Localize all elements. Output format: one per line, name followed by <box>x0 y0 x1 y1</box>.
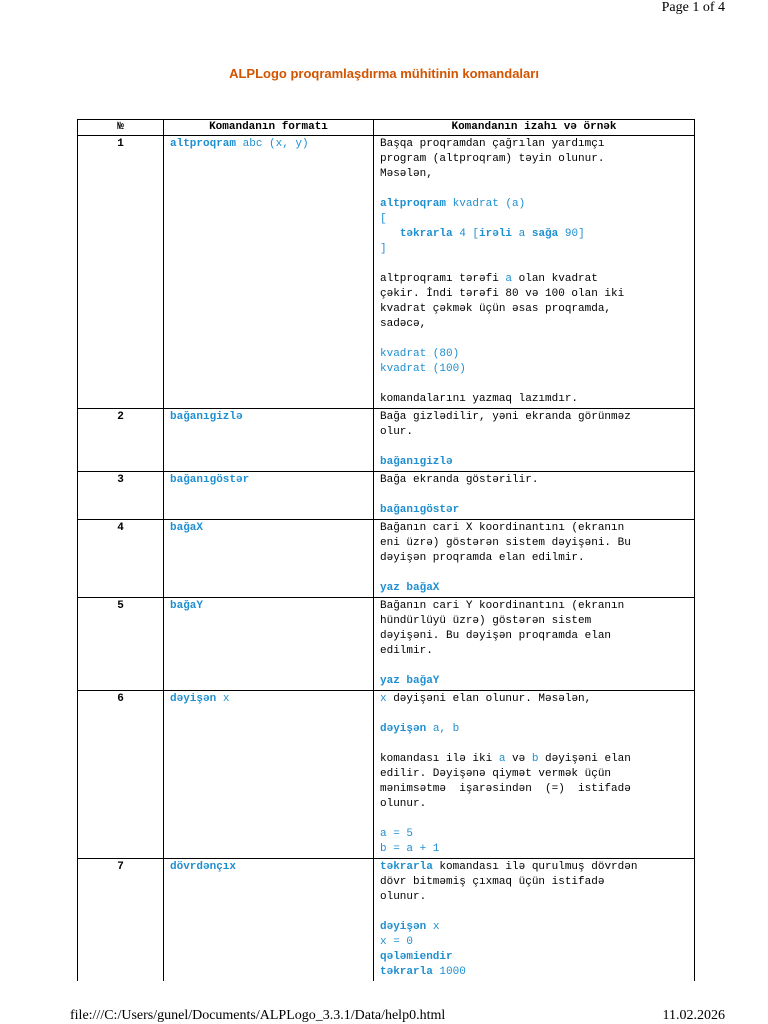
description-line <box>380 707 688 722</box>
command-description <box>374 598 695 691</box>
code-keyword: qələmiendir <box>380 951 453 963</box>
code-value: x <box>426 921 440 933</box>
description-text: komandalarını yazmaq lazımdır. <box>380 393 579 405</box>
row-number: 5 <box>78 598 164 691</box>
command-keyword: dövrdənçıx <box>170 861 237 873</box>
description-text: komandası ilə qurulmuş dövrdən <box>432 861 638 873</box>
commands-table <box>77 119 695 981</box>
code-keyword: altproqram <box>380 198 447 210</box>
description-line <box>380 935 688 950</box>
code-value: a <box>505 273 513 285</box>
description-text: çəkir. İndi tərəfi 80 və 100 olan iki <box>380 288 625 300</box>
header-number: № <box>78 120 164 136</box>
description-text: Bağa gizlədilir, yəni ekranda görünməz <box>380 411 631 423</box>
description-text: altproqramı tərəfi <box>380 273 506 285</box>
description-line <box>380 197 688 212</box>
command-arguments: x <box>216 693 230 705</box>
description-text: dəyişən proqramda elan edilmir. <box>380 552 585 564</box>
code-value: a <box>512 228 532 240</box>
command-description <box>374 472 695 520</box>
row-number: 6 <box>78 691 164 859</box>
command-format <box>164 520 374 598</box>
description-text: olunur. <box>380 891 427 903</box>
command-keyword: altproqram <box>170 138 237 150</box>
row-number: 2 <box>78 409 164 472</box>
description-text: mənimsətmə işarəsindən (=) istifadə <box>380 783 631 795</box>
table-header-row <box>78 120 695 136</box>
row-number: 7 <box>78 859 164 982</box>
description-line <box>380 566 688 581</box>
description-text: Bağanın cari X koordinantını (ekranın <box>380 522 625 534</box>
description-text: kvadrat çəkmək üçün əsas proqramda, <box>380 303 612 315</box>
description-line <box>380 488 688 503</box>
description-line <box>380 950 688 965</box>
description-text: edilir. Dəyişənə qiymət vermək üçün <box>380 768 612 780</box>
code-keyword: bağanıgizlə <box>380 456 453 468</box>
description-line <box>380 473 688 488</box>
code-keyword: sağa <box>531 228 559 240</box>
description-line <box>380 737 688 752</box>
command-keyword: bağaX <box>170 522 204 534</box>
description-line <box>380 521 688 536</box>
code-value: 1000 <box>432 966 466 978</box>
description-text: olur. <box>380 426 414 438</box>
row-number: 1 <box>78 136 164 409</box>
description-text: Bağa ekranda göstərilir. <box>380 474 539 486</box>
description-line <box>380 257 688 272</box>
table-body <box>78 136 695 982</box>
description-line <box>380 503 688 518</box>
code-value: x <box>380 693 387 705</box>
code-keyword: təkrarla <box>380 966 433 978</box>
description-line <box>380 722 688 737</box>
description-text: və <box>505 753 532 765</box>
command-description <box>374 409 695 472</box>
description-line <box>380 797 688 812</box>
description-line <box>380 272 688 287</box>
file-path: file:///C:/Users/gunel/Documents/ALPLogo_3.3.1/Data/help0.html <box>70 1008 446 1023</box>
command-description <box>374 136 695 409</box>
command-format <box>164 859 374 982</box>
description-text: dəyişəni elan olunur. Məsələn, <box>386 693 592 705</box>
table-row <box>78 520 695 598</box>
print-date: 11.02.2026 <box>662 1008 725 1023</box>
code-keyword: dəyişən <box>380 723 427 735</box>
description-line <box>380 659 688 674</box>
code-value: 90] <box>558 228 585 240</box>
description-text: Başqa proqramdan çağrılan yardımçı <box>380 138 605 150</box>
description-line <box>380 767 688 782</box>
command-description <box>374 691 695 859</box>
description-line <box>380 536 688 551</box>
table-row <box>78 859 695 982</box>
header-format: Komandanın formatı <box>164 120 374 136</box>
description-text: komandası ilə iki <box>380 753 499 765</box>
description-line <box>380 614 688 629</box>
table-row <box>78 472 695 520</box>
code-value: kvadrat (100) <box>380 363 466 375</box>
description-line <box>380 227 688 242</box>
header-description: Komandanın izahı və örnək <box>374 120 695 136</box>
page-title: ALPLogo proqramlaşdırma mühitinin komandaları <box>229 66 539 81</box>
description-line <box>380 377 688 392</box>
code-value: 4 [ <box>452 228 480 240</box>
code-value: a, b <box>426 723 460 735</box>
description-line <box>380 629 688 644</box>
code-keyword: təkrarla <box>399 228 453 240</box>
page-number: Page 1 of 4 <box>661 0 725 15</box>
description-text <box>380 228 400 240</box>
code-keyword: yaz bağaY <box>380 675 440 687</box>
table-row <box>78 136 695 409</box>
description-line <box>380 965 688 980</box>
description-line <box>380 425 688 440</box>
row-number: 3 <box>78 472 164 520</box>
description-line <box>380 287 688 302</box>
command-format <box>164 691 374 859</box>
description-text: Bağanın cari Y koordinantını (ekranın <box>380 600 625 612</box>
code-value: b <box>531 753 539 765</box>
description-line <box>380 347 688 362</box>
description-text: program (altproqram) təyin olunur. <box>380 153 605 165</box>
description-text: edilmir. <box>380 645 433 657</box>
code-keyword: dəyişən <box>380 921 427 933</box>
command-description <box>374 520 695 598</box>
command-format <box>164 598 374 691</box>
description-line <box>380 167 688 182</box>
code-keyword: yaz bağaX <box>380 582 440 594</box>
command-keyword: bağaY <box>170 600 204 612</box>
command-keyword: dəyişən <box>170 693 217 705</box>
description-line <box>380 362 688 377</box>
code-keyword: bağanıgöstər <box>380 504 460 516</box>
description-line <box>380 905 688 920</box>
command-format <box>164 472 374 520</box>
table-row <box>78 691 695 859</box>
description-text: dövr bitməmiş çıxmaq üçün istifadə <box>380 876 605 888</box>
description-line <box>380 410 688 425</box>
code-value: a = 5 <box>380 828 414 840</box>
description-line <box>380 752 688 767</box>
description-line <box>380 920 688 935</box>
description-line <box>380 875 688 890</box>
description-text: olan kvadrat <box>512 273 598 285</box>
description-line <box>380 692 688 707</box>
code-value: [ <box>380 213 387 225</box>
description-line <box>380 860 688 875</box>
description-text: eni üzrə) göstərən sistem dəyişəni. Bu <box>380 537 631 549</box>
description-line <box>380 440 688 455</box>
description-line <box>380 842 688 857</box>
description-line <box>380 332 688 347</box>
command-description <box>374 859 695 982</box>
description-text: olunur. <box>380 798 427 810</box>
description-line <box>380 317 688 332</box>
command-arguments: abc (x, y) <box>236 138 309 150</box>
description-line <box>380 782 688 797</box>
command-keyword: bağanıgizlə <box>170 411 243 423</box>
description-line <box>380 212 688 227</box>
code-value: b = a + 1 <box>380 843 440 855</box>
command-keyword: bağanıgöstər <box>170 474 250 486</box>
description-text: sadəcə, <box>380 318 427 330</box>
description-line <box>380 455 688 470</box>
command-format <box>164 136 374 409</box>
code-value: a <box>498 753 506 765</box>
table-row <box>78 598 695 691</box>
command-format <box>164 409 374 472</box>
description-line <box>380 182 688 197</box>
code-value: kvadrat (a) <box>446 198 526 210</box>
description-line <box>380 551 688 566</box>
table-row <box>78 409 695 472</box>
description-line <box>380 137 688 152</box>
code-keyword: təkrarla <box>380 861 433 873</box>
row-number: 4 <box>78 520 164 598</box>
description-line <box>380 890 688 905</box>
description-line <box>380 302 688 317</box>
description-line <box>380 152 688 167</box>
description-text: dəyişəni. Bu dəyişən proqramda elan <box>380 630 612 642</box>
description-line <box>380 242 688 257</box>
description-text: hündürlüyü üzrə) göstərən sistem <box>380 615 592 627</box>
description-line <box>380 392 688 407</box>
description-line <box>380 812 688 827</box>
code-keyword: irəli <box>479 228 513 240</box>
code-value: kvadrat (80) <box>380 348 460 360</box>
description-line <box>380 674 688 689</box>
description-line <box>380 644 688 659</box>
description-text: Məsələn, <box>380 168 433 180</box>
description-text: dəyişəni elan <box>538 753 631 765</box>
description-line <box>380 827 688 842</box>
description-line <box>380 599 688 614</box>
description-line <box>380 581 688 596</box>
code-value: ] <box>380 243 387 255</box>
code-value: x = 0 <box>380 936 414 948</box>
